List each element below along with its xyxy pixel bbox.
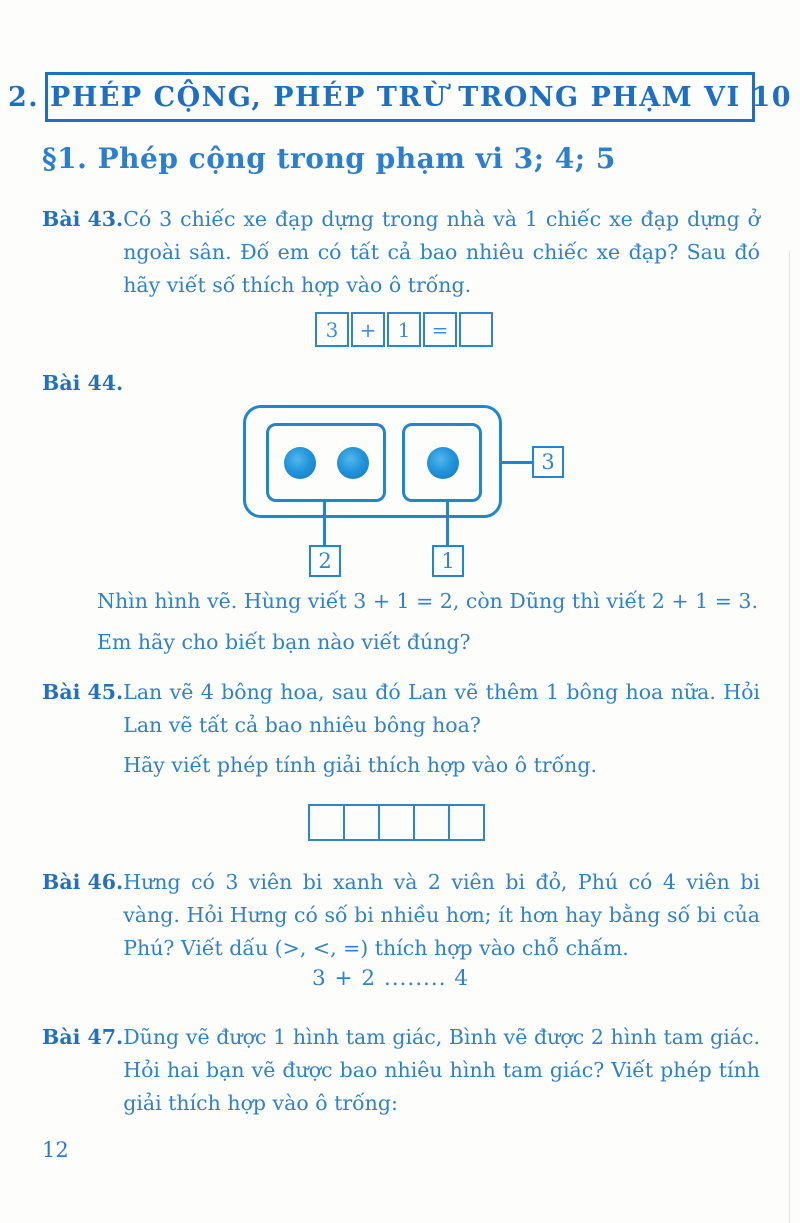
total-count-box: 3 [532, 446, 564, 478]
left-count-box: 2 [309, 545, 341, 577]
note-line-1: Nhìn hình vẽ. Hùng viết 3 + 1 = 2, còn Dũng thì viết 2 + 1 = 3. [97, 589, 758, 613]
equation-cell: 3 [315, 312, 349, 347]
connector-line-left [323, 499, 326, 545]
right-count-box: 1 [432, 545, 464, 577]
counting-dot [284, 447, 316, 479]
page-number: 12 [42, 1138, 69, 1162]
exercise-43-body: Có 3 chiếc xe đạp dựng trong nhà và 1 chiếc xe đạp dựng ở ngoài sân. Đố em có tất cả bao nhiêu chiếc xe đạp? Sau đó hãy viết số thích hợp vào ô trống. [123, 207, 760, 297]
answer-cell [378, 806, 413, 839]
note-line-2: Em hãy cho biết bạn nào viết đúng? [97, 630, 471, 654]
exercise-46-label: Bài 46. [42, 870, 124, 894]
equation-cell-empty [459, 312, 493, 347]
equation-cell: = [423, 312, 457, 347]
exercise-46-body: Hưng có 3 viên bi xanh và 2 viên bi đỏ, Phú có 4 viên bi vàng. Hỏi Hưng có số bi nhiều hơn; ít hơn hay bằng số bi của Phú? Viết dấu (>, <, =) thích hợp vào chỗ chấm. [123, 870, 760, 960]
exercise-45-question: Lan vẽ 4 bông hoa, sau đó Lan vẽ thêm 1 bông hoa nữa. Hỏi Lan vẽ tất cả bao nhiêu bông hoa? [123, 680, 760, 737]
answer-cell [413, 806, 448, 839]
exercise-45-instruction: Hãy viết phép tính giải thích hợp vào ô trống. [123, 753, 598, 777]
answer-cell [310, 806, 343, 839]
equation-cell: + [351, 312, 385, 347]
exercise-45-label: Bài 45. [42, 680, 124, 704]
chapter-title: 2. PHÉP CỘNG, PHÉP TRỪ TRONG PHẠM VI 10 [7, 81, 793, 113]
exercise-44-label: Bài 44. [42, 371, 124, 395]
equation-strip-43 [315, 312, 493, 347]
counting-dot [337, 447, 369, 479]
exercise-47 [42, 1021, 760, 1120]
equation-cell: 1 [387, 312, 421, 347]
exercise-47-label: Bài 47. [42, 1025, 124, 1049]
comparison-equation: 3 + 2 ........ 4 [312, 966, 470, 991]
section-title: §1. Phép cộng trong phạm vi 3; 4; 5 [42, 142, 616, 175]
answer-strip-45 [308, 804, 485, 841]
answer-cell [343, 806, 378, 839]
exercise-43 [42, 203, 760, 302]
connector-line-right [446, 499, 449, 545]
exercise-47-body: Dũng vẽ được 1 hình tam giác, Bình vẽ được 2 hình tam giác. Hỏi hai bạn vẽ được bao nhiêu hình tam giác? Viết phép tính giải thích hợp vào ô trống: [123, 1025, 760, 1115]
connector-line-total [499, 461, 532, 464]
exercise-43-label: Bài 43. [42, 207, 124, 231]
bai44-diagram [0, 395, 800, 585]
counting-dot [427, 447, 459, 479]
exercise-45 [42, 676, 760, 782]
answer-cell [448, 806, 483, 839]
exercise-46 [42, 866, 760, 965]
chapter-header-box [7, 72, 793, 122]
exercise-45-body [123, 676, 760, 782]
